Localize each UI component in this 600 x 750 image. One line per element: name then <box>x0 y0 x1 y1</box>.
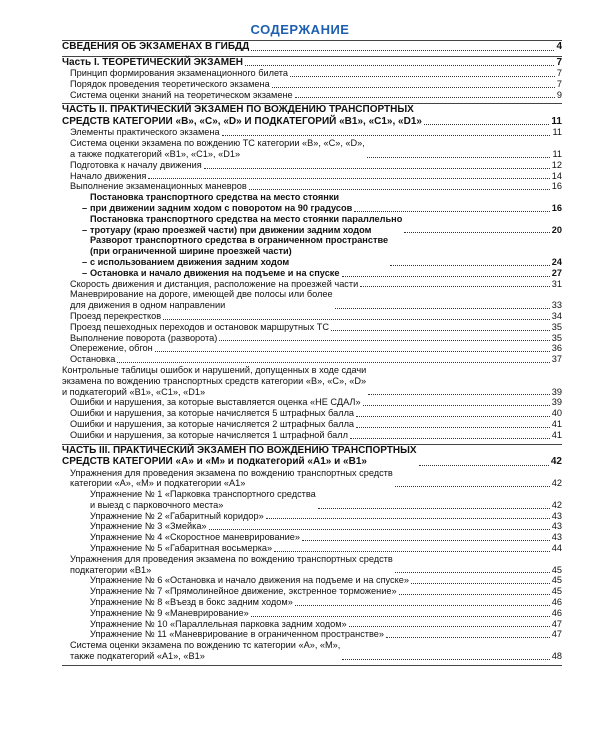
toc-page-number: 24 <box>551 256 562 267</box>
dot-leader <box>390 265 550 266</box>
dot-leader <box>272 87 555 88</box>
toc-entry[interactable] <box>62 68 562 79</box>
toc-entry[interactable] <box>62 365 562 397</box>
toc-entry-title: – Постановка транспортного средства на место стоянки при движении задним ходом с поворотом на 90 градусов <box>90 192 353 213</box>
dot-leader <box>395 572 550 573</box>
dot-leader <box>354 211 549 212</box>
toc-entry-title: Упражнение № 4 «Скоростное маневрирование» <box>90 532 300 543</box>
toc-entry-title: Выполнение экзаменационных маневров <box>70 181 247 192</box>
toc-entry-title: Упражнение № 6 «Остановка и начало движения на подъеме и на спуске» <box>90 575 409 586</box>
toc-entry[interactable] <box>62 354 562 365</box>
dot-leader <box>363 405 550 406</box>
dot-leader <box>318 508 550 509</box>
toc-entry[interactable] <box>62 171 562 182</box>
toc-page-number: 39 <box>551 397 562 408</box>
toc-heading[interactable] <box>62 57 562 69</box>
toc-entry[interactable] <box>62 279 562 290</box>
toc-entry-title: Упражнение № 3 «Змейка» <box>90 521 207 532</box>
toc-entry-title: – Остановка и начало движения на подъеме и на спуске <box>90 267 340 278</box>
toc-entry[interactable] <box>62 543 562 554</box>
toc-page-number: 45 <box>551 575 562 586</box>
toc-entry-title: Проезд перекрестков <box>70 310 162 321</box>
toc-entry[interactable] <box>62 521 562 532</box>
toc-entry-title: ЧАСТЬ II. ПРАКТИЧЕСКИЙ ЭКЗАМЕН ПО ВОЖДЕНИЮ ТРАНСПОРТНЫХ СРЕДСТВ КАТЕГОРИИ «В», «С», «D» И ПОДКАТЕГОРИЙ «В1», «С1», «D1» <box>62 104 422 127</box>
dot-leader <box>249 189 550 190</box>
toc-page-number: 45 <box>551 586 562 597</box>
dot-leader <box>350 438 550 439</box>
toc-entry[interactable] <box>62 532 562 543</box>
toc-page-number: 41 <box>551 429 562 440</box>
dot-leader <box>349 626 550 627</box>
toc-page-number: 11 <box>551 115 562 127</box>
toc-entry-title: Маневрирование на дороге, имеющей две полосы или более для движения в одном направлении <box>70 289 333 311</box>
page-title: СОДЕРЖАНИЕ <box>250 22 350 37</box>
toc-section <box>62 40 562 57</box>
toc-entry[interactable] <box>62 127 562 138</box>
dot-leader <box>266 518 550 519</box>
dot-leader <box>331 330 550 331</box>
toc-entry[interactable] <box>62 608 562 619</box>
toc-entry-title: Подготовка к началу движения <box>70 159 202 170</box>
toc-entry-title: Упражнение № 1 «Парковка транспортного средства и выезд с парковочного места» <box>90 489 316 510</box>
toc-entry[interactable] <box>62 268 562 279</box>
toc-entry[interactable] <box>62 619 562 630</box>
dot-leader <box>302 540 550 541</box>
toc-page-number: 35 <box>551 332 562 343</box>
toc-page-number: 47 <box>551 629 562 640</box>
toc-page-number: 42 <box>550 456 562 467</box>
toc-page-number: 27 <box>551 267 562 278</box>
toc-page-number: 46 <box>551 607 562 618</box>
toc-page-number: 7 <box>556 56 562 68</box>
toc-heading[interactable] <box>62 104 562 127</box>
toc-page-number: 14 <box>551 170 562 181</box>
toc-entry-title: Остановка <box>70 354 116 365</box>
toc-entry[interactable] <box>62 79 562 90</box>
toc-entry[interactable] <box>62 333 562 344</box>
toc-page-number: 16 <box>551 181 562 192</box>
toc-entry[interactable] <box>62 489 562 511</box>
toc-entry-title: Упражнение № 11 «Маневрирование в ограниченном пространстве» <box>90 629 384 640</box>
toc-page-number: 42 <box>551 499 562 510</box>
toc-entry[interactable] <box>62 408 562 419</box>
toc-heading[interactable] <box>62 445 562 468</box>
dot-leader <box>274 551 550 552</box>
toc-entry[interactable] <box>62 192 562 214</box>
dot-leader <box>395 486 550 487</box>
toc-page-number: 45 <box>551 564 562 575</box>
toc-entry[interactable] <box>62 343 562 354</box>
toc-entry[interactable] <box>62 640 562 662</box>
dot-leader <box>335 308 550 309</box>
dot-leader <box>342 276 550 277</box>
toc-page-number: 42 <box>551 478 562 489</box>
dot-leader <box>251 50 554 51</box>
toc-entry-title: Контрольные таблицы ошибок и нарушений, допущенных в ходе сдачи экзамена по вождению транспортных средств категории «В», «С», «D» и подкатегорий «В1», «С1», «D1» <box>62 364 367 397</box>
dot-leader <box>209 529 550 530</box>
toc-page-number: 36 <box>551 343 562 354</box>
dot-leader <box>411 583 550 584</box>
toc-entry-title: Система оценки экзамена по вождению тс категории «А», «М», также подкатегорий «А1», «В1» <box>70 640 341 662</box>
toc-entry-title: Упражнение № 7 «Прямолинейное движение, экстренное торможение» <box>90 586 397 597</box>
dot-leader <box>386 637 550 638</box>
toc-entry-title: Система оценки знаний на теоретическом экзамене <box>70 89 293 100</box>
dot-leader <box>155 351 550 352</box>
toc-entry-title: Элементы практического экзамена <box>70 127 220 138</box>
toc-entry[interactable] <box>62 397 562 408</box>
toc-page-number: 43 <box>551 510 562 521</box>
dot-leader <box>148 178 549 179</box>
dot-leader <box>163 319 550 320</box>
dot-leader <box>204 168 550 169</box>
toc-heading[interactable] <box>62 41 562 53</box>
toc-page-number: 33 <box>551 300 562 311</box>
dot-leader <box>419 465 549 466</box>
toc-page-number: 43 <box>551 521 562 532</box>
toc-entry[interactable] <box>62 430 562 441</box>
toc-entry-title: Упражнение № 8 «Въезд в бокс задним ходом» <box>90 597 293 608</box>
toc-entry-title: Ошибки и нарушения, за которые выставляется оценка «НЕ СДАЛ» <box>70 397 361 408</box>
dot-leader <box>368 394 549 395</box>
dot-leader <box>342 659 549 660</box>
toc-entry[interactable] <box>62 289 562 311</box>
toc-entry-title: Ошибки и нарушения, за которые начисляется 1 штрафной балл <box>70 429 348 440</box>
toc-entry[interactable] <box>62 554 562 576</box>
toc-entry-title: Упражнение № 2 «Габаритный коридор» <box>90 510 264 521</box>
toc-page-number: 39 <box>551 386 562 397</box>
dot-leader <box>356 416 550 417</box>
toc-entry-title: Ошибки и нарушения, за которые начисляется 5 штрафных балла <box>70 408 355 419</box>
toc-entry[interactable] <box>62 629 562 640</box>
toc-entry-title: Начало движения <box>70 170 147 181</box>
toc-page-number: 34 <box>551 310 562 321</box>
toc-entry[interactable] <box>62 597 562 608</box>
toc-page-number: 7 <box>556 68 562 78</box>
dot-leader <box>360 286 550 287</box>
dot-leader <box>251 616 550 617</box>
toc-section <box>62 445 562 666</box>
toc-page-number: 43 <box>551 532 562 543</box>
toc-page-number: 20 <box>551 224 562 235</box>
toc-page-number: 11 <box>552 127 562 138</box>
toc-page-number: 16 <box>551 202 562 213</box>
toc-entry[interactable] <box>62 235 562 267</box>
toc-entry[interactable] <box>62 575 562 586</box>
dot-leader <box>290 76 555 77</box>
toc-page-number: 31 <box>551 278 562 289</box>
toc-entry[interactable] <box>62 586 562 597</box>
toc-entry[interactable] <box>62 322 562 333</box>
toc-page-number: 4 <box>556 41 562 52</box>
table-of-contents <box>62 40 562 666</box>
toc-page-number: 7 <box>556 78 562 89</box>
toc-page-number: 46 <box>551 597 562 608</box>
toc-page-number: 41 <box>551 418 562 429</box>
toc-entry-title: Часть I. ТЕОРЕТИЧЕСКИЙ ЭКЗАМЕН <box>62 56 243 68</box>
dot-leader <box>424 124 549 125</box>
toc-entry-title: – Постановка транспортного средства на место стоянки параллельно тротуару (краю проезжей части) при движении задним ходом <box>90 213 403 235</box>
toc-page-number: 37 <box>551 354 562 365</box>
toc-entry[interactable] <box>62 468 562 490</box>
toc-entry-title: Упражнение № 5 «Габаритная восьмерка» <box>90 543 273 554</box>
toc-page-number: 11 <box>552 148 562 159</box>
toc-entry[interactable] <box>62 419 562 430</box>
toc-entry-title: Упражнение № 9 «Маневрирование» <box>90 607 249 618</box>
toc-entry-title: – Разворот транспортного средства в ограниченном пространстве (при ограниченной ширине проезжей части) с использованием движения задним ходом <box>90 235 389 267</box>
dot-leader <box>219 340 549 341</box>
dot-leader <box>404 232 549 233</box>
toc-entry-title: ЧАСТЬ III. ПРАКТИЧЕСКИЙ ЭКЗАМЕН ПО ВОЖДЕНИЮ ТРАНСПОРТНЫХ СРЕДСТВ КАТЕГОРИИ «А» и «М» и подкатегорий «А1» и «В1» <box>62 444 417 467</box>
toc-entry-title: Ошибки и нарушения, за которые начисляется 2 штрафных балла <box>70 418 355 429</box>
dot-leader <box>117 362 549 363</box>
toc-section <box>62 57 562 105</box>
toc-entry-title: Упражнения для проведения экзамена по вождению транспортных средств категории «А», «М» и подкатегории «А1» <box>70 467 393 489</box>
dot-leader <box>399 594 550 595</box>
dot-leader <box>245 65 554 66</box>
toc-entry-title: Порядок проведения теоретического экзамена <box>70 78 270 89</box>
toc-entry-title: СВЕДЕНИЯ ОБ ЭКЗАМЕНАХ В ГИБДД <box>62 41 250 52</box>
toc-entry-title: Опережение, обгон <box>70 343 153 354</box>
toc-page-number: 48 <box>551 651 562 662</box>
toc-page-number: 9 <box>556 89 562 100</box>
toc-entry-title: Упражнения для проведения экзамена по вождению транспортных средств подкатегории «В1» <box>70 553 393 575</box>
toc-entry[interactable] <box>62 311 562 322</box>
toc-page-number: 12 <box>551 159 562 170</box>
toc-entry[interactable] <box>62 90 562 101</box>
toc-page-number: 47 <box>551 618 562 629</box>
toc-entry[interactable] <box>62 160 562 171</box>
dot-leader <box>295 605 550 606</box>
toc-page-number: 40 <box>551 408 562 419</box>
toc-entry-title: Упражнение № 10 «Параллельная парковка задним ходом» <box>90 618 347 629</box>
toc-page-number: 35 <box>551 321 562 332</box>
dot-leader <box>356 427 550 428</box>
dot-leader <box>367 157 551 158</box>
toc-entry[interactable] <box>62 511 562 522</box>
toc-page-number: 44 <box>551 543 562 554</box>
toc-entry[interactable] <box>62 138 562 160</box>
dot-leader <box>295 97 555 98</box>
toc-section <box>62 104 562 444</box>
toc-entry-title: Выполнение поворота (разворота) <box>70 332 218 343</box>
toc-entry-title: Проезд пешеходных переходов и остановок маршрутных ТС <box>70 321 330 332</box>
toc-entry[interactable] <box>62 181 562 192</box>
toc-entry-title: Принцип формирования экзаменационного билета <box>70 68 288 78</box>
toc-entry-title: Система оценки экзамена по вождению ТС категории «В», «С», «D», а также подкатегорий «В1», «С1», «D1» <box>70 138 365 159</box>
toc-entry[interactable] <box>62 214 562 236</box>
toc-entry-title: Скорость движения и дистанция, расположение на проезжей части <box>70 278 359 289</box>
dot-leader <box>222 135 551 136</box>
